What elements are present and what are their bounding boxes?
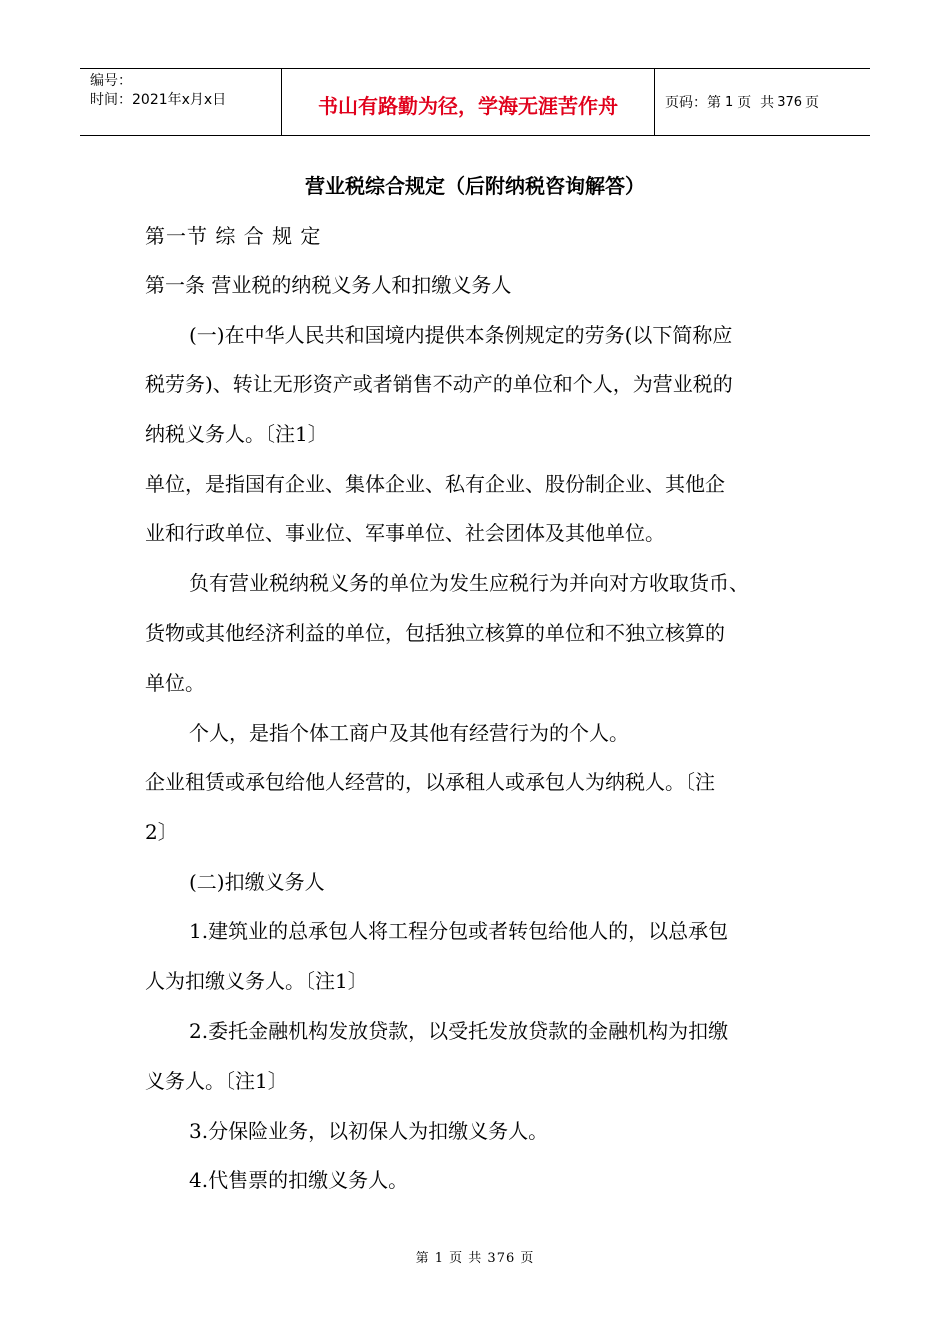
- document-title: 营业税综合规定（后附纳税咨询解答）: [305, 174, 645, 198]
- page-header: [80, 68, 870, 136]
- body-line: 2.委托金融机构发放贷款，以受托发放贷款的金融机构为扣缴: [189, 1019, 729, 1043]
- article-heading: 第一条 营业税的纳税义务人和扣缴义务人: [145, 273, 512, 297]
- section-heading: 第一节 综 合 规 定: [145, 224, 322, 248]
- body-line: 企业租赁或承包给他人经营的，以承租人或承包人为纳税人。〔注: [145, 770, 715, 794]
- body-line: 3.分保险业务，以初保人为扣缴义务人。: [189, 1119, 549, 1143]
- header-page-info: [655, 69, 870, 135]
- body-line: 单位。: [145, 671, 205, 695]
- body-line: 纳税义务人。〔注1〕: [145, 422, 328, 446]
- header-meta: [80, 69, 282, 135]
- body-line: 单位，是指国有企业、集体企业、私有企业、股份制企业、其他企: [145, 472, 725, 496]
- page-prefix: 页码：第: [665, 95, 721, 111]
- page-number: 1: [725, 94, 734, 110]
- body-line: 4.代售票的扣缴义务人。: [189, 1168, 409, 1192]
- body-line: 税劳务)、转让无形资产或者销售不动产的单位和个人，为营业税的: [145, 372, 733, 396]
- page-suffix: 页: [805, 95, 820, 111]
- body-line: 货物或其他经济利益的单位，包括独立核算的单位和不独立核算的: [145, 621, 725, 645]
- body-line: 负有营业税纳税义务的单位为发生应税行为并向对方收取货币、: [189, 571, 749, 595]
- page-footer: 第 1 页 共 376 页: [415, 1251, 535, 1266]
- body-line: (二)扣缴义务人: [189, 870, 325, 894]
- body-line: 义务人。〔注1〕: [145, 1069, 288, 1093]
- body-line: 个人，是指个体工商户及其他有经营行为的个人。: [189, 721, 629, 745]
- body-line: 1.建筑业的总承包人将工程分包或者转包给他人的，以总承包: [189, 919, 729, 943]
- body-line: 人为扣缴义务人。〔注1〕: [145, 969, 368, 993]
- time-label: 时间：2021年x月x日: [90, 92, 227, 108]
- number-label: 编号：: [90, 73, 132, 89]
- page-mid: 页 共: [737, 95, 775, 111]
- body-line: (一)在中华人民共和国境内提供本条例规定的劳务(以下简称应: [189, 323, 733, 347]
- body-line: 2〕: [145, 820, 178, 844]
- page-total: 376: [777, 94, 803, 110]
- header-motto: 书山有路勤为径，学海无涯苦作舟: [282, 69, 655, 135]
- body-line: 业和行政单位、事业位、军事单位、社会团体及其他单位。: [145, 521, 665, 545]
